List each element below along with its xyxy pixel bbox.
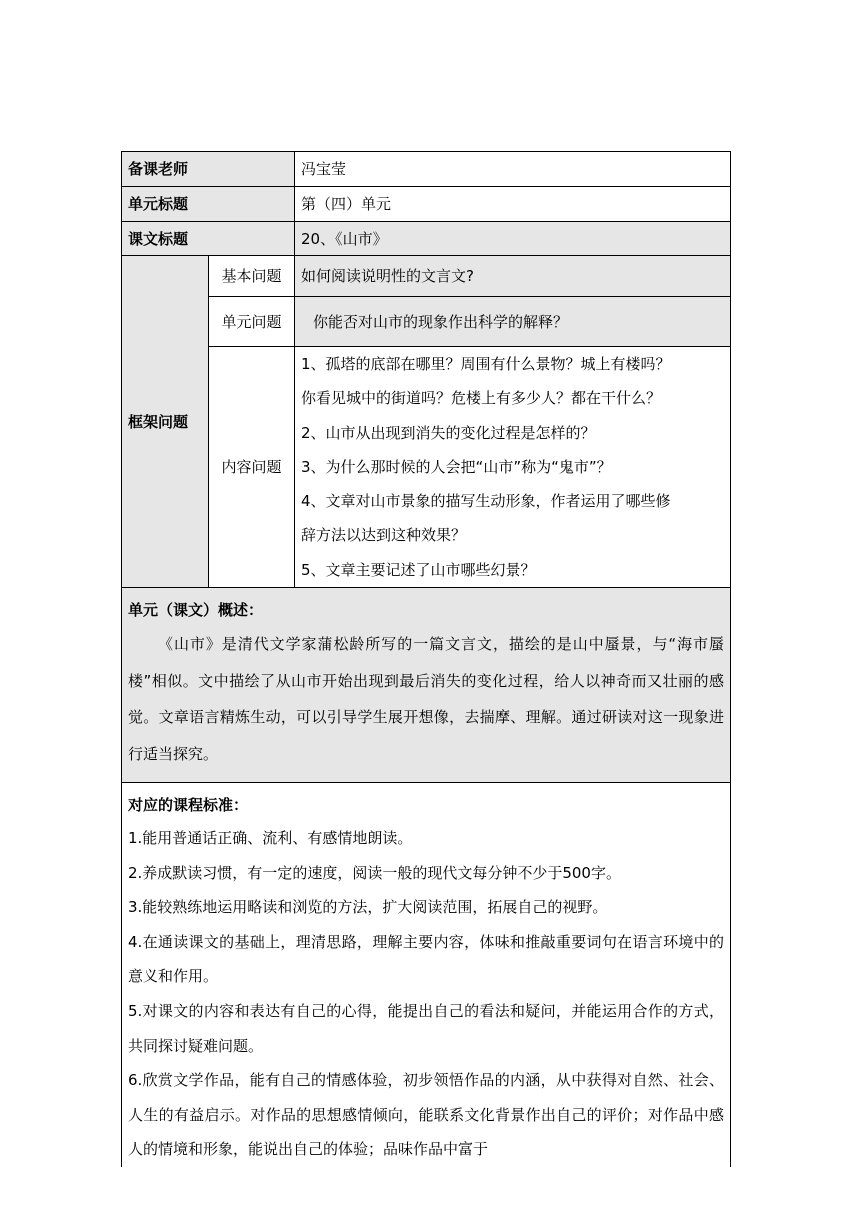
row-basic-question bbox=[122, 256, 731, 297]
content-question-list bbox=[295, 347, 731, 588]
row-standards bbox=[122, 783, 731, 1167]
teacher-label: 备课老师 bbox=[122, 152, 295, 187]
row-unit-question bbox=[122, 297, 731, 347]
content-question-label: 内容问题 bbox=[209, 347, 295, 588]
row-unit bbox=[122, 187, 731, 222]
unit-label: 单元标题 bbox=[122, 187, 295, 222]
row-content-question bbox=[122, 347, 731, 588]
overview-title: 单元（课文）概述： bbox=[128, 601, 264, 620]
row-teacher bbox=[122, 152, 731, 187]
framework-label: 框架问题 bbox=[122, 256, 209, 588]
standard-item: 3.能较熟练地运用略读和浏览的方法，扩大阅读范围，拓展自己的视野。 bbox=[128, 898, 608, 917]
unit-question-label: 单元问题 bbox=[209, 297, 295, 347]
overview-cell bbox=[122, 588, 731, 783]
standard-item: 6.欣赏文学作品，能有自己的情感体验，初步领悟作品的内涵，从中获得对自然、社会、人生的有益启示。对作品的思想感情倾向，能联系文化背景作出自己的评价；对作品中感人的情境和形象，能说出自己的体验；品味作品中富于 bbox=[128, 1071, 725, 1159]
standard-item: 4.在通读课文的基础上，理清思路，理解主要内容，体味和推敲重要词句在语言环境中的意义和作用。 bbox=[128, 932, 725, 986]
content-line: 3、为什么那时候的人会把“山市”称为“鬼市”？ bbox=[301, 457, 612, 476]
content-line: 2、山市从出现到消失的变化过程是怎样的？ bbox=[301, 423, 596, 442]
overview-text: 《山市》是清代文学家蒲松龄所写的一篇文言文，描绘的是山中蜃景，与“海市蜃楼”相似。文中描绘了从山市开始出现到最后消失的变化过程，给人以神奇而又壮丽的感觉。文章语言精炼生动，可以引导学生展开想像，去揣摩、理解。通过研读对这一现象进行适当探究。 bbox=[128, 635, 725, 763]
basic-question-value: 如何阅读说明性的文言文? bbox=[295, 256, 731, 297]
unit-question-value: 你能否对山市的现象作出科学的解释？ bbox=[295, 297, 731, 347]
unit-value: 第（四）单元 bbox=[295, 187, 731, 222]
content-line: 辞方法以达到这种效果？ bbox=[301, 526, 467, 545]
teacher-value: 冯宝莹 bbox=[295, 152, 731, 187]
standard-item: 5.对课文的内容和表达有自己的心得，能提出自己的看法和疑问，并能运用合作的方式，共同探讨疑难问题。 bbox=[128, 1002, 725, 1055]
lesson-label: 课文标题 bbox=[122, 222, 295, 256]
standards-cell bbox=[122, 783, 731, 1167]
standards-title: 对应的课程标准： bbox=[128, 796, 249, 815]
content-line: 你看见城中的街道吗？危楼上有多少人？都在干什么？ bbox=[301, 389, 662, 408]
content-line: 5、文章主要记述了山市哪些幻景？ bbox=[301, 560, 536, 579]
content-line: 4、文章对山市景象的描写生动形象，作者运用了哪些修 bbox=[301, 492, 671, 511]
standard-item: 2.养成默读习惯，有一定的速度，阅读一般的现代文每分钟不少于500字。 bbox=[128, 863, 621, 882]
standard-item: 1.能用普通话正确、流利、有感情地朗读。 bbox=[128, 829, 413, 848]
lesson-value: 20、《山市》 bbox=[295, 222, 731, 256]
lesson-plan-table bbox=[121, 151, 731, 1167]
row-lesson bbox=[122, 222, 731, 256]
row-overview bbox=[122, 588, 731, 783]
content-line: 1、孤塔的底部在哪里？周围有什么景物？城上有楼吗？ bbox=[301, 355, 671, 373]
basic-question-label: 基本问题 bbox=[209, 256, 295, 297]
